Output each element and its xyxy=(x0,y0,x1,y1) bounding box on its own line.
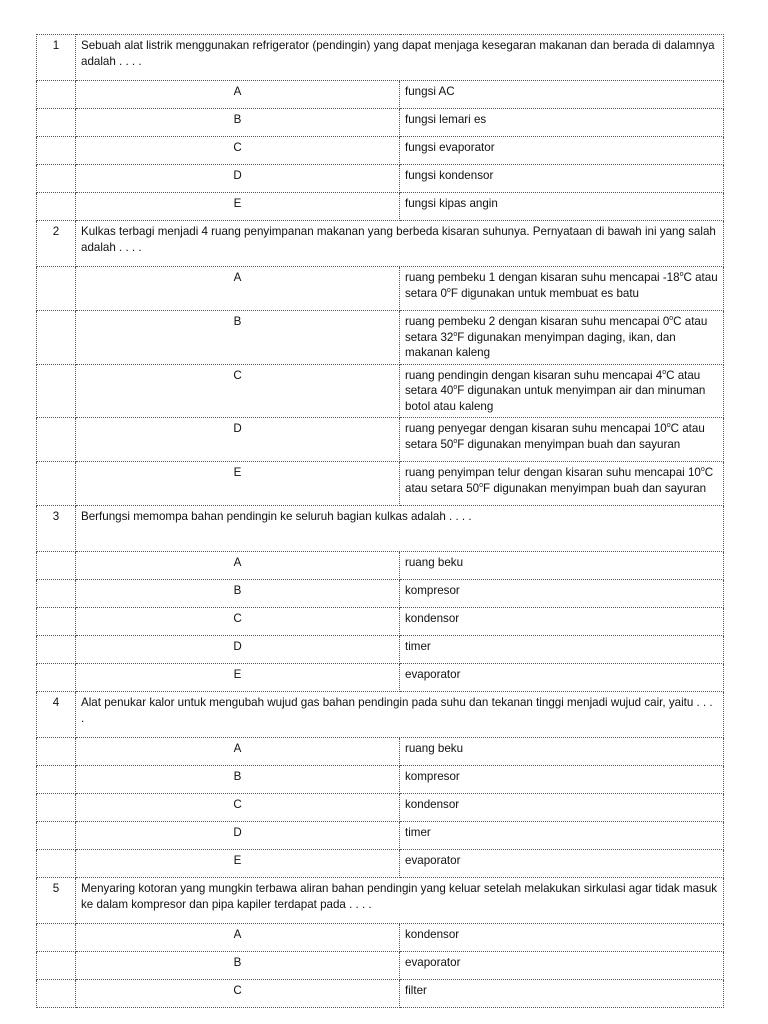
question-number: 4 xyxy=(37,692,76,738)
option-letter: A xyxy=(76,552,400,580)
option-text: ruang beku xyxy=(400,552,724,580)
option-letter: A xyxy=(76,267,400,311)
option-row xyxy=(37,364,724,418)
option-letter: A xyxy=(76,924,400,952)
question-text: Menyaring kotoran yang mungkin terbawa aliran bahan pendingin yang keluar setelah melakukan sirkulasi agar tidak masuk ke dalam kompresor dan pipa kapiler terdapat pada . . . . xyxy=(76,878,724,924)
degree-mark: o xyxy=(700,466,705,473)
option-letter: D xyxy=(76,822,400,850)
option-row xyxy=(37,924,724,952)
option-text: fungsi AC xyxy=(400,81,724,109)
question-number: 1 xyxy=(37,35,76,81)
empty-cell xyxy=(37,980,76,1008)
option-letter: C xyxy=(76,364,400,418)
option-letter: D xyxy=(76,418,400,462)
option-letter: A xyxy=(76,738,400,766)
empty-cell xyxy=(37,418,76,462)
option-text: ruang pendingin dengan kisaran suhu mencapai 4$^o$C atau setara 40$^o$F digunakan untuk menyimpan air dan minuman botol atau kaleng xyxy=(400,364,724,418)
option-text: timer xyxy=(400,636,724,664)
option-row xyxy=(37,738,724,766)
degree-mark: o xyxy=(479,481,484,489)
option-row xyxy=(37,794,724,822)
option-letter: E xyxy=(76,193,400,221)
question-text: Sebuah alat listrik menggunakan refrigerator (pendingin) yang dapat menjaga kesegaran makanan dan berada di dalamnya adalah . . . . xyxy=(76,35,724,81)
option-row xyxy=(37,462,724,506)
option-text: ruang penyimpan telur dengan kisaran suhu mencapai 10$^o$C atau setara 50$^o$F digunakan menyimpan buah dan sayuran xyxy=(400,462,724,506)
option-letter: D xyxy=(76,165,400,193)
empty-cell xyxy=(37,109,76,137)
option-row xyxy=(37,608,724,636)
empty-cell xyxy=(37,924,76,952)
option-row xyxy=(37,980,724,1008)
option-text: ruang beku xyxy=(400,738,724,766)
empty-cell xyxy=(37,137,76,165)
option-text: kompresor xyxy=(400,580,724,608)
degree-mark: o xyxy=(453,330,458,338)
degree-mark: o xyxy=(666,422,671,429)
question-row xyxy=(37,35,724,81)
option-text: ruang pembeku 2 dengan kisaran suhu mencapai 0$^o$C atau setara 32$^o$F digunakan menyimpan daging, ikan, dan makanan kaleng xyxy=(400,311,724,365)
option-letter: B xyxy=(76,952,400,980)
option-letter: B xyxy=(76,109,400,137)
degree-mark: o xyxy=(679,271,684,278)
question-text: Berfungsi memompa bahan pendingin ke seluruh bagian kulkas adalah . . . . xyxy=(76,506,724,552)
question-number: 2 xyxy=(37,221,76,267)
option-letter: D xyxy=(76,636,400,664)
option-row xyxy=(37,822,724,850)
option-row xyxy=(37,165,724,193)
option-text: fungsi kondensor xyxy=(400,165,724,193)
empty-cell xyxy=(37,608,76,636)
question-number: 5 xyxy=(37,878,76,924)
option-text: fungsi evaporator xyxy=(400,137,724,165)
option-text: evaporator xyxy=(400,664,724,692)
empty-cell xyxy=(37,738,76,766)
degree-mark: o xyxy=(662,368,667,376)
empty-cell xyxy=(37,580,76,608)
option-text: evaporator xyxy=(400,850,724,878)
option-row xyxy=(37,552,724,580)
option-row xyxy=(37,850,724,878)
option-text: timer xyxy=(400,822,724,850)
option-text: fungsi kipas angin xyxy=(400,193,724,221)
option-letter: C xyxy=(76,137,400,165)
option-letter: E xyxy=(76,850,400,878)
option-letter: C xyxy=(76,608,400,636)
degree-mark: o xyxy=(453,384,458,391)
option-text: kondensor xyxy=(400,794,724,822)
option-letter: B xyxy=(76,311,400,365)
option-row xyxy=(37,137,724,165)
option-text: kondensor xyxy=(400,608,724,636)
question-row xyxy=(37,506,724,552)
empty-cell xyxy=(37,81,76,109)
empty-cell xyxy=(37,636,76,664)
option-row xyxy=(37,109,724,137)
question-number: 3 xyxy=(37,506,76,552)
option-text: kompresor xyxy=(400,766,724,794)
degree-mark: o xyxy=(453,437,458,445)
empty-cell xyxy=(37,364,76,418)
question-row xyxy=(37,878,724,924)
option-row xyxy=(37,636,724,664)
option-text: evaporator xyxy=(400,952,724,980)
question-text: Kulkas terbagi menjadi 4 ruang penyimpanan makanan yang berbeda kisaran suhunya. Pernyataan di bawah ini yang salah adalah . . . . xyxy=(76,221,724,267)
option-text: ruang pembeku 1 dengan kisaran suhu mencapai -18$^o$C atau setara 0$^o$F digunakan untuk membuat es batu xyxy=(400,267,724,311)
option-row xyxy=(37,952,724,980)
empty-cell xyxy=(37,850,76,878)
option-letter: E xyxy=(76,664,400,692)
degree-mark: o xyxy=(669,315,674,322)
option-letter: A xyxy=(76,81,400,109)
option-letter: C xyxy=(76,794,400,822)
empty-cell xyxy=(37,267,76,311)
option-letter: C xyxy=(76,980,400,1008)
option-row xyxy=(37,267,724,311)
empty-cell xyxy=(37,794,76,822)
option-text: ruang penyegar dengan kisaran suhu mencapai 10$^o$C atau setara 50$^o$F digunakan menyimpan buah dan sayuran xyxy=(400,418,724,462)
option-text: filter xyxy=(400,980,724,1008)
option-row xyxy=(37,418,724,462)
question-row xyxy=(37,221,724,267)
option-letter: B xyxy=(76,766,400,794)
question-table xyxy=(36,34,724,1008)
empty-cell xyxy=(37,952,76,980)
empty-cell xyxy=(37,766,76,794)
empty-cell xyxy=(37,552,76,580)
empty-cell xyxy=(37,664,76,692)
option-row xyxy=(37,766,724,794)
option-row xyxy=(37,193,724,221)
empty-cell xyxy=(37,311,76,365)
empty-cell xyxy=(37,165,76,193)
option-text: kondensor xyxy=(400,924,724,952)
option-letter: B xyxy=(76,580,400,608)
empty-cell xyxy=(37,462,76,506)
question-text: Alat penukar kalor untuk mengubah wujud gas bahan pendingin pada suhu dan tekanan tinggi menjadi wujud cair, yaitu . . . . xyxy=(76,692,724,738)
option-row xyxy=(37,81,724,109)
option-row xyxy=(37,580,724,608)
option-letter: E xyxy=(76,462,400,506)
option-text: fungsi lemari es xyxy=(400,109,724,137)
empty-cell xyxy=(37,193,76,221)
option-row xyxy=(37,664,724,692)
empty-cell xyxy=(37,822,76,850)
question-row xyxy=(37,692,724,738)
option-row xyxy=(37,311,724,365)
degree-mark: o xyxy=(446,286,451,294)
